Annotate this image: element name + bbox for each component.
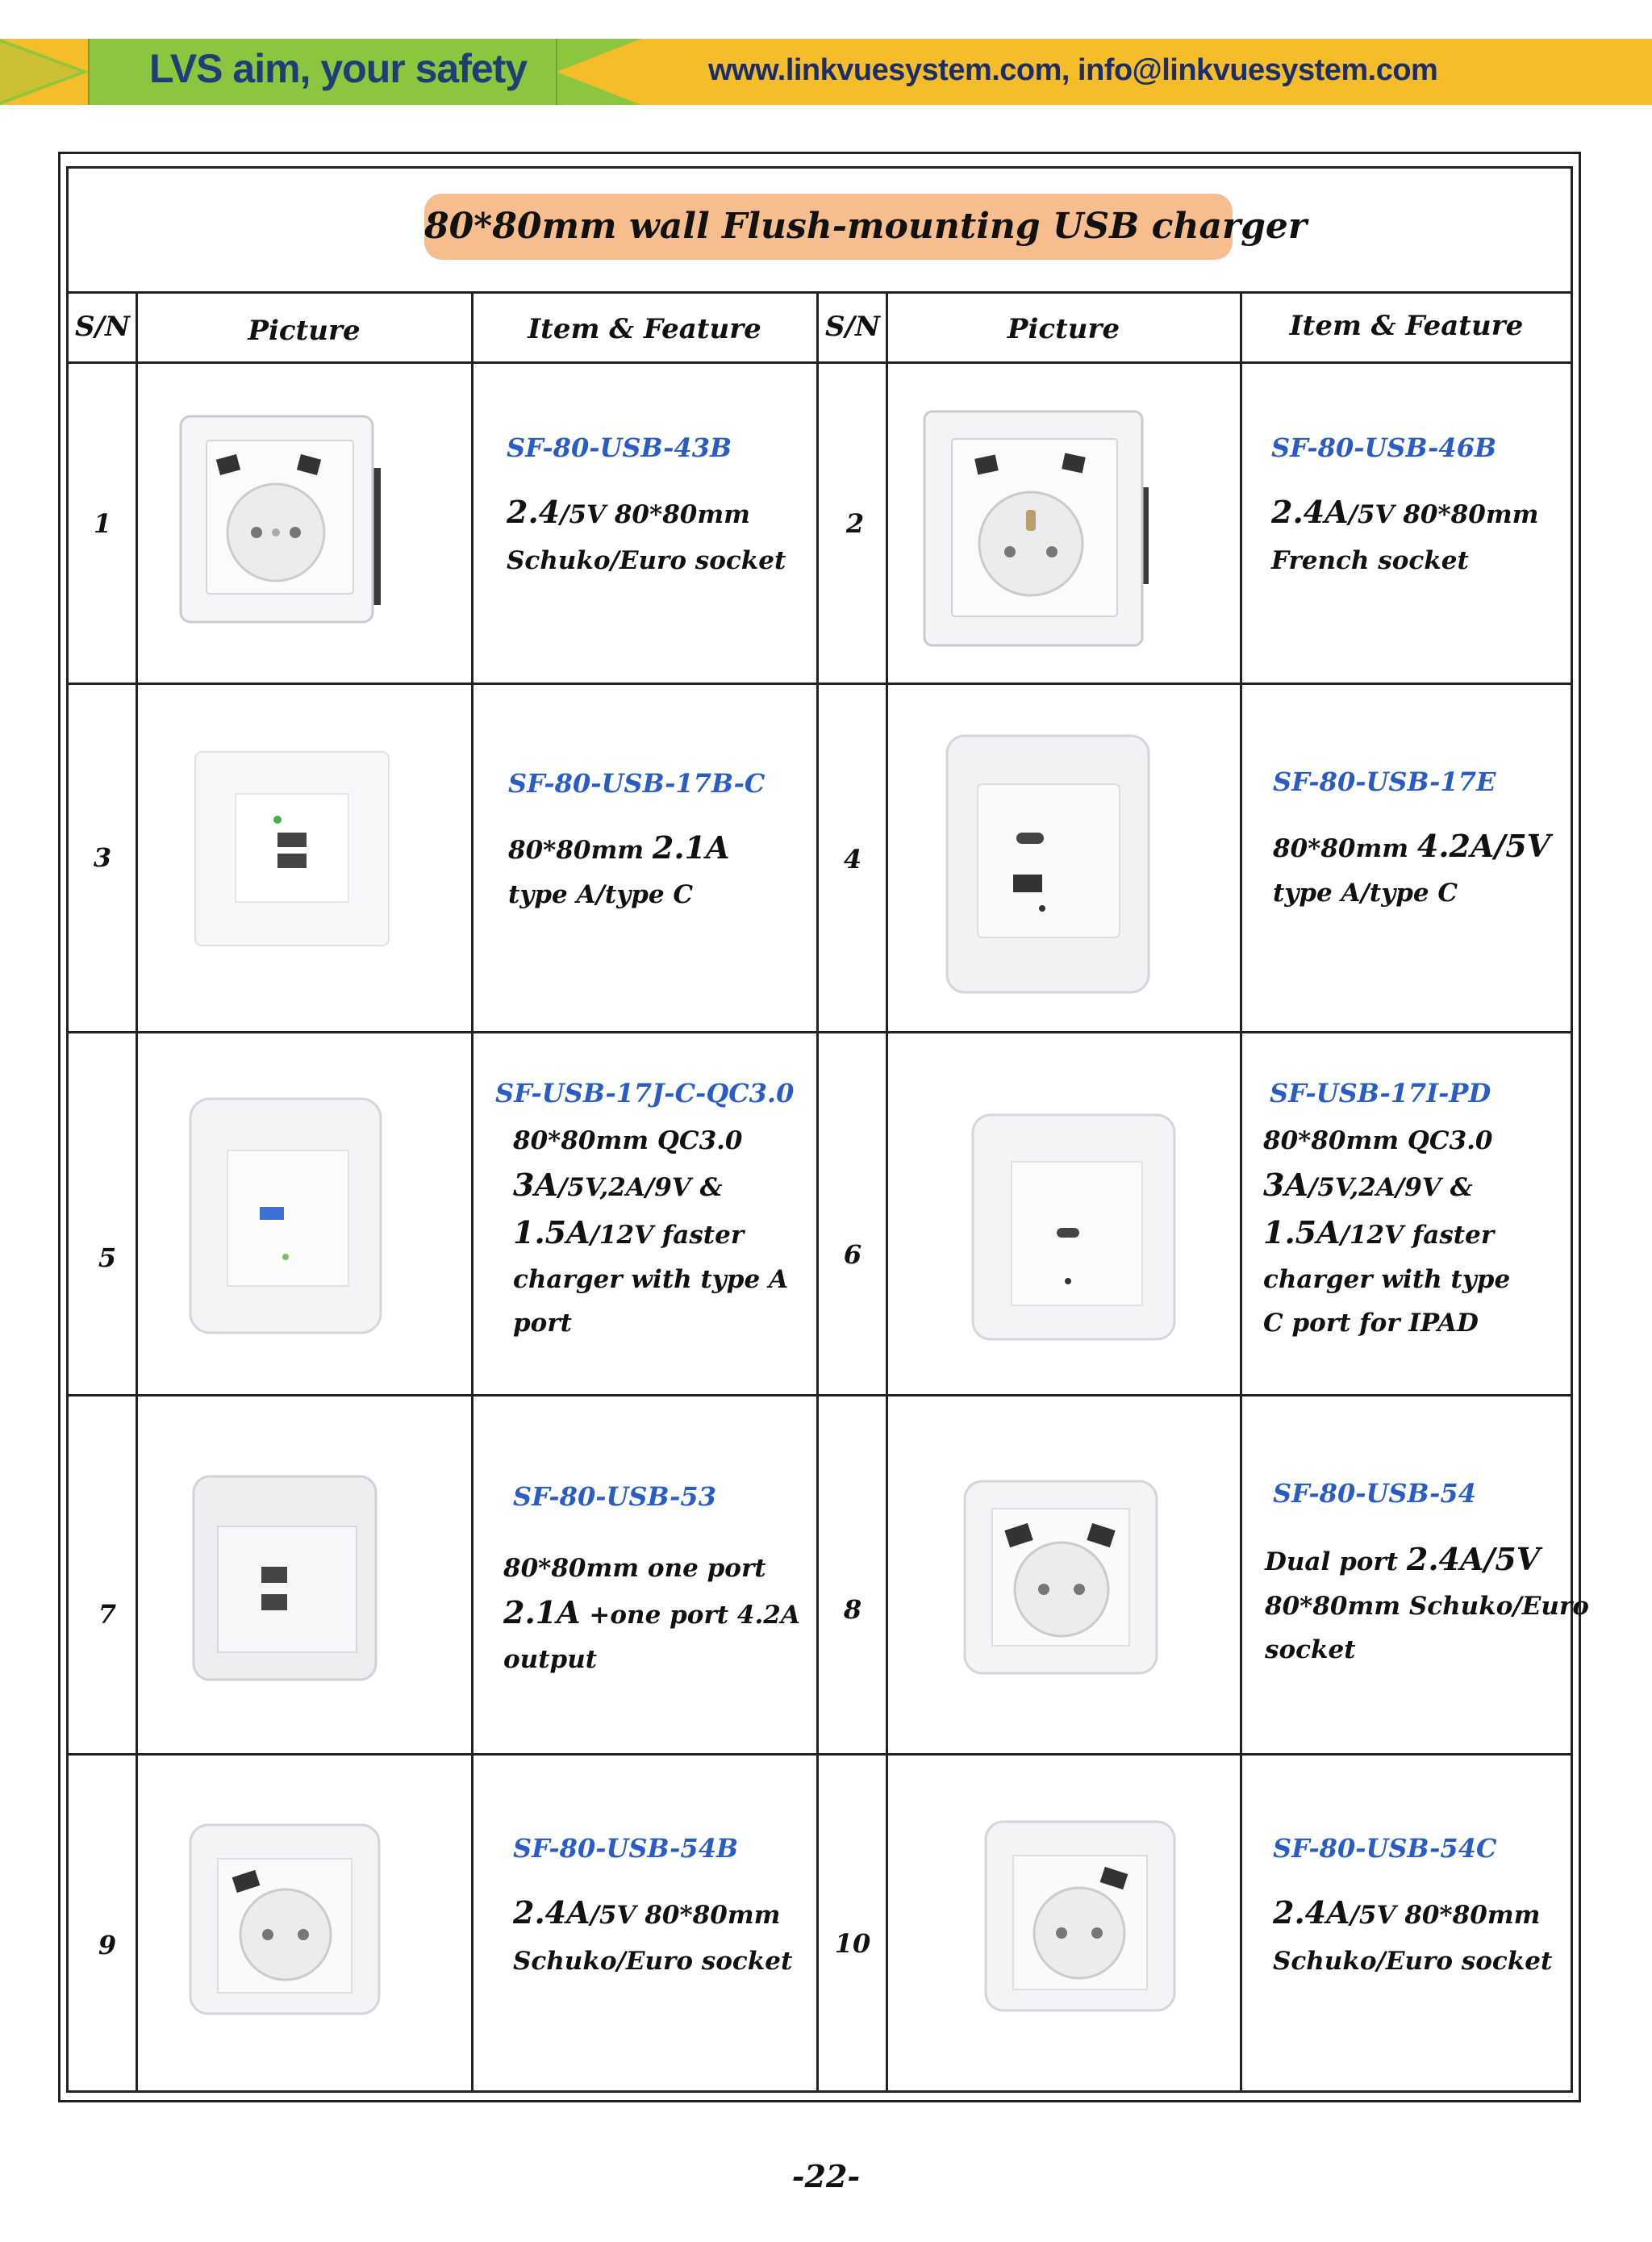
col-header-picture: Picture <box>248 315 361 347</box>
table-title-box <box>424 194 1308 260</box>
sn-cell: 5 <box>98 1242 117 1273</box>
spec-text: port <box>513 1309 573 1338</box>
col-header-sn: S/N <box>824 311 881 343</box>
product-image-qc3-usb-a-panel <box>186 1094 387 1343</box>
grid-line-h <box>66 1394 1573 1397</box>
feature-cell <box>1263 1078 1511 1338</box>
sn-cell: 2 <box>845 508 865 539</box>
grid-line-v <box>886 291 888 2093</box>
model-number[interactable]: SF-80-USB-53 <box>513 1481 716 1512</box>
contact-info[interactable]: www.linkvuesystem.com, info@linkvuesystem.com <box>708 53 1438 87</box>
sn-cell: 9 <box>98 1930 117 1960</box>
spec-text: Schuko/Euro socket <box>507 546 786 575</box>
model-number[interactable]: SF-80-USB-17E <box>1273 766 1496 797</box>
spec-text: type A/type C <box>508 880 694 909</box>
grid-line-h <box>66 291 1573 294</box>
feature-cell <box>495 1078 794 1338</box>
banner-slogan-area <box>0 39 641 105</box>
product-image-french-usb-socket <box>920 407 1162 652</box>
spec-text: charger with type A <box>513 1265 789 1294</box>
spec-text: /5V 80*80mm <box>1350 1901 1541 1930</box>
spec-text: /5V,2A/9V & <box>557 1173 723 1202</box>
table-title: 80*80mm wall Flush-mounting USB charger <box>424 206 1308 247</box>
spec-strong: 4.2A/5V <box>1416 828 1551 864</box>
feature-cell <box>1273 766 1550 908</box>
spec-strong: 1.5A <box>513 1214 590 1250</box>
spec-strong: 2.4A <box>513 1894 590 1931</box>
col-header-feature: Item & Feature <box>1289 310 1524 342</box>
sn-cell: 1 <box>93 508 112 539</box>
spec-strong: 3A <box>513 1167 558 1203</box>
spec-strong: 1.5A <box>1263 1214 1341 1250</box>
product-image-schuko-usb-socket <box>176 411 386 641</box>
model-number[interactable]: SF-80-USB-54C <box>1273 1833 1497 1864</box>
sn-cell: 10 <box>834 1928 871 1959</box>
col-header-picture: Picture <box>1007 313 1120 345</box>
grid-line-v <box>816 291 819 2093</box>
sn-cell: 4 <box>843 844 862 875</box>
model-number[interactable]: SF-80-USB-54B <box>513 1833 738 1864</box>
sn-cell: 8 <box>843 1594 862 1625</box>
spec-text: /12V faster <box>590 1221 745 1250</box>
spec-strong: 2.4A <box>1271 494 1349 530</box>
spec-strong: 2.4A/5V <box>1406 1541 1541 1577</box>
spec-text: /5V 80*80mm <box>560 500 750 529</box>
spec-text: socket <box>1265 1635 1356 1664</box>
spec-text: /12V faster <box>1340 1221 1495 1250</box>
spec-text: C port for IPAD <box>1263 1309 1479 1338</box>
feature-cell <box>507 432 786 575</box>
spec-text: Schuko/Euro socket <box>1273 1947 1553 1976</box>
spec-strong: 2.1A <box>503 1594 581 1630</box>
spec-text: /5V 80*80mm <box>590 1901 781 1930</box>
spec-text: charger with type <box>1263 1265 1511 1294</box>
feature-cell <box>508 768 765 909</box>
model-number[interactable]: SF-USB-17I-PD <box>1270 1078 1491 1108</box>
spec-strong: 2.4A <box>1273 1894 1350 1931</box>
spec-text: type A/type C <box>1273 879 1458 908</box>
spec-text: Schuko/Euro socket <box>513 1947 793 1976</box>
product-image-pd-usb-c-panel <box>968 1110 1178 1347</box>
grid-line-h <box>66 361 1573 364</box>
model-number[interactable]: SF-USB-17J-C-QC3.0 <box>495 1078 795 1108</box>
model-number[interactable]: SF-80-USB-54 <box>1273 1478 1476 1509</box>
spec-text: +one port 4.2A <box>580 1601 800 1630</box>
model-number[interactable]: SF-80-USB-43B <box>507 432 732 463</box>
feature-cell <box>503 1481 800 1674</box>
grid-line-h <box>66 1753 1573 1756</box>
spec-text: 80*80mm <box>508 836 653 865</box>
spec-text: 80*80mm Schuko/Euro <box>1265 1592 1589 1621</box>
spec-text: 80*80mm QC3.0 <box>1263 1126 1493 1155</box>
spec-strong: 3A <box>1263 1167 1308 1203</box>
spec-text: /5V 80*80mm <box>1348 500 1539 529</box>
sn-cell: 7 <box>98 1599 117 1630</box>
sn-cell: 3 <box>93 842 112 873</box>
grid-line-v <box>1240 291 1242 2093</box>
grid-line-v <box>471 291 473 2093</box>
spec-text: 80*80mm <box>1273 834 1417 863</box>
spec-strong: 2.1A <box>652 829 730 866</box>
grid-line-h <box>66 683 1573 685</box>
spec-text: 80*80mm QC3.0 <box>513 1126 743 1155</box>
model-number[interactable]: SF-80-USB-17B-C <box>508 768 766 799</box>
col-header-sn: S/N <box>74 311 131 343</box>
feature-cell <box>1271 432 1538 575</box>
page-number: -22- <box>791 2158 861 2194</box>
feature-cell <box>1273 1833 1552 1976</box>
product-image-schuko-dual-usb-socket <box>960 1476 1162 1681</box>
grid-line-h <box>66 1031 1573 1033</box>
model-number[interactable]: SF-80-USB-46B <box>1271 432 1496 463</box>
spec-text: 80*80mm one port <box>503 1554 766 1583</box>
product-image-usb-a-c-panel <box>942 731 1152 1000</box>
product-image-schuko-usb-right-socket <box>981 1817 1183 2022</box>
spec-text: French socket <box>1271 546 1469 575</box>
spec-strong: 2.4 <box>507 494 561 530</box>
product-image-two-port-usb-panel <box>189 1472 382 1693</box>
feature-cell <box>513 1833 792 1976</box>
product-image-schuko-usb-left-socket <box>186 1820 387 2025</box>
sn-cell: 6 <box>843 1239 862 1270</box>
spec-text: /5V,2A/9V & <box>1308 1173 1473 1202</box>
col-header-feature: Item & Feature <box>528 313 761 345</box>
slogan: LVS aim, your safety <box>149 46 528 91</box>
header-banner <box>0 39 1652 105</box>
spec-text: output <box>503 1645 598 1674</box>
feature-cell <box>1265 1478 1589 1664</box>
grid-line-v <box>136 291 138 2093</box>
spec-text: Dual port <box>1265 1547 1407 1576</box>
product-image-dual-usb-panel <box>192 749 394 954</box>
